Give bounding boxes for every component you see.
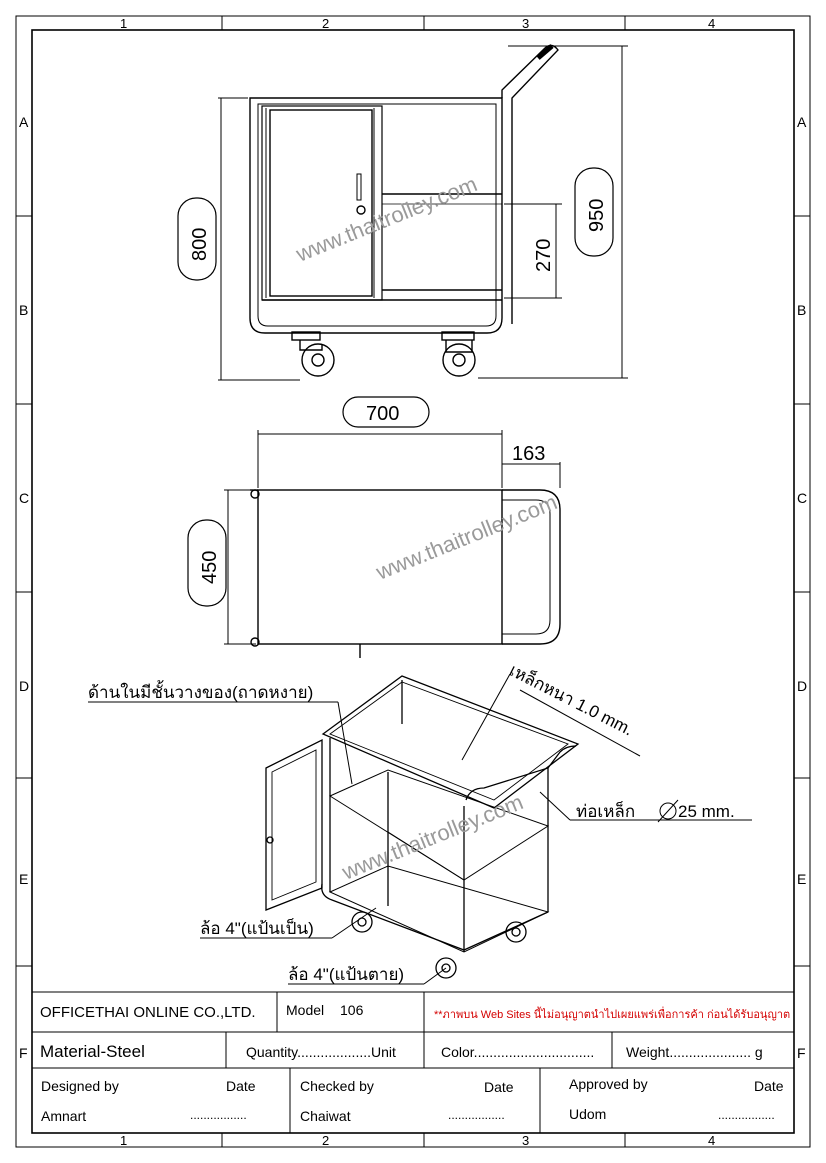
designed-date-value: ................. <box>190 1108 247 1122</box>
row-label-a: A <box>19 114 29 130</box>
weight: Weight..................... g <box>626 1044 763 1060</box>
col-label-4-bottom: 4 <box>708 1133 716 1148</box>
row-label-b-right: B <box>797 302 807 318</box>
model-value: 106 <box>340 1002 364 1018</box>
color: Color............................... <box>441 1044 595 1060</box>
checked-by: Chaiwat <box>300 1108 351 1124</box>
checked-by-label: Checked by <box>300 1078 374 1094</box>
dimension-270: 270 <box>533 238 555 272</box>
row-label-e-right: E <box>797 871 807 887</box>
dimension-800: 800 <box>189 227 211 261</box>
row-label-f: F <box>19 1045 28 1061</box>
col-label-3: 3 <box>522 16 530 31</box>
model-label: Model <box>286 1002 325 1018</box>
approved-by-label: Approved by <box>569 1076 648 1092</box>
col-label-1-bottom: 1 <box>120 1133 128 1148</box>
row-label-c: C <box>19 490 30 506</box>
dimension-950: 950 <box>586 198 608 232</box>
callout-pipe-diameter: 25 mm. <box>678 802 735 821</box>
approved-date-value: ................. <box>718 1108 775 1122</box>
col-label-2-bottom: 2 <box>322 1133 330 1148</box>
row-label-e: E <box>19 871 29 887</box>
row-label-d-right: D <box>797 678 808 694</box>
dimension-450: 450 <box>199 550 221 584</box>
designed-date-label: Date <box>226 1078 256 1094</box>
dimension-700: 700 <box>366 403 400 425</box>
row-label-f-right: F <box>797 1045 806 1061</box>
designed-by-label: Designed by <box>41 1078 119 1094</box>
watermark-1: www.thaitrolley.com <box>292 171 481 267</box>
row-label-b: B <box>19 302 29 318</box>
outer-border <box>16 16 810 1147</box>
watermark-3: www.thaitrolley.com <box>338 789 527 885</box>
callout-inner-shelf: ด้านในมีชั้นวางของ(ถาดหงาย) <box>88 683 314 702</box>
callout-steel-pipe: ท่อเหล็ก <box>576 802 636 821</box>
row-label-a-right: A <box>797 114 807 130</box>
column-ticks <box>222 16 625 1147</box>
approved-by: Udom <box>569 1106 607 1122</box>
dimension-163: 163 <box>512 443 546 465</box>
top-dimensions <box>224 430 560 644</box>
copyright-note: **ภาพบน Web Sites นี้ไม่อนุญาตนำไปเผยแพร่เพื่อการค้า ก่อนได้รับอนุญาต <box>434 1009 791 1021</box>
callout-fixed-caster: ล้อ 4"(แป้นตาย) <box>288 965 405 984</box>
col-label-2: 2 <box>322 16 330 31</box>
col-label-1: 1 <box>120 16 128 31</box>
row-label-d: D <box>19 678 30 694</box>
row-label-c-right: C <box>797 490 808 506</box>
col-label-3-bottom: 3 <box>522 1133 530 1148</box>
quantity: Quantity...................Unit <box>246 1044 396 1060</box>
callout-steel-thickness: เหล็กหนา 1.0 mm. <box>506 660 637 740</box>
company-name: OFFICETHAI ONLINE CO.,LTD. <box>40 1004 256 1021</box>
approved-date-label: Date <box>754 1078 784 1094</box>
checked-date-value: ................. <box>448 1108 505 1122</box>
designed-by: Amnart <box>41 1108 87 1124</box>
checked-date-label: Date <box>484 1079 514 1095</box>
callout-swivel-caster: ล้อ 4"(แป้นเป็น) <box>200 919 314 938</box>
material: Material-Steel <box>40 1042 145 1061</box>
col-label-4: 4 <box>708 16 716 31</box>
watermark-2: www.thaitrolley.com <box>372 489 561 585</box>
